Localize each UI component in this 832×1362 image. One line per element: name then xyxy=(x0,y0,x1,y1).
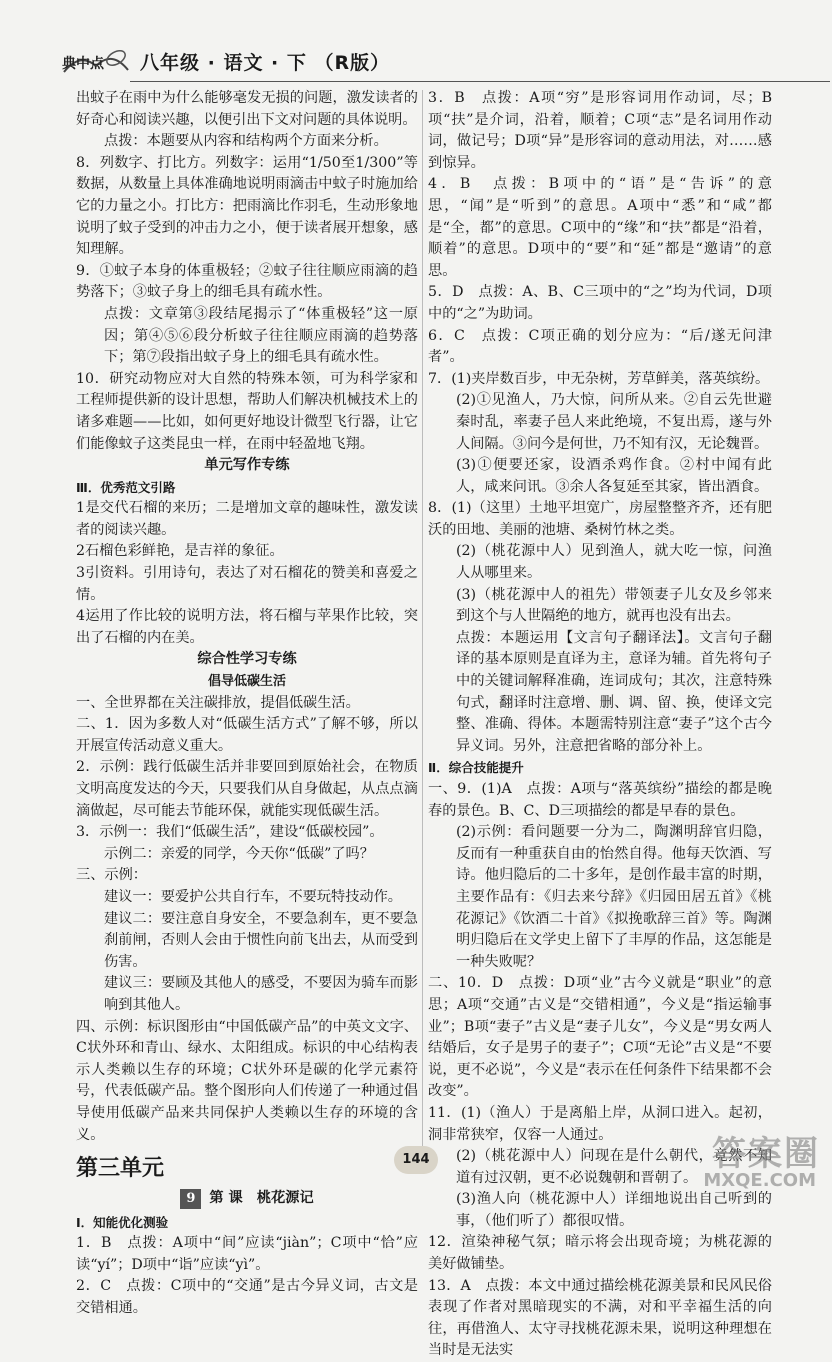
answer-1: 1．B 点拨：A项中“间”应读“jiàn”；C项中“恰”应读“yí”；D项中“诣”应读“yì”。 xyxy=(76,1235,418,1273)
answer: 四、示例：标识图形由“中国低碳产品”的中英文文字、C状外环和青山、绿水、太阳组成。标识的中心结构表示人类赖以生存的环境；C状外环是碳的化学元素符号，代表低碳产品。整个图形向人们传递了一种通过倡导使用低碳产品来共同保护人类赖以生存的环境的含义。 xyxy=(76,1018,418,1143)
section-title: 综合性学习专练 xyxy=(197,651,297,668)
answer-5: 5．D 点拨：A、B、C三项中的“之”均为代词，D项中的“之”为助词。 xyxy=(428,284,772,322)
list-item: 1是交代石榴的来历；二是增加文章的趣味性，激发读者的阅读兴趣。 xyxy=(76,500,418,538)
paragraph: 出蚊子在雨中为什么能够毫发无损的问题，激发读者的好奇心和阅读兴趣，以便引出下文对问题的具体说明。 xyxy=(76,90,418,128)
answer-8-2: (2)（桃花源中人）见到渔人，就大吃一惊，问渔人从哪里来。 xyxy=(456,543,772,582)
suggestion: 建议一：要爱护公共自行车，不要玩特技动作。 xyxy=(104,888,402,905)
note: 点拨：文章第③段结尾揭示了“体重极轻”这一原因；第④⑤⑥段分析蚊子往往顺应雨滴的趋势落下；第⑦段指出蚊子身上的细毛具有疏水性。 xyxy=(104,305,418,366)
list-item: 4运用了作比较的说明方法，将石榴与苹果作比较，突出了石榴的内在美。 xyxy=(76,608,418,646)
answer-12: 12．渲染神秘气氛；暗示将会出现奇境；为桃花源的美好做铺垫。 xyxy=(428,1234,772,1273)
suggestion: 建议二：要注意自身安全，不要急刹车，更不要急刹前闸，否则人会由于惯性向前飞出去，从而受到伤害。 xyxy=(104,910,418,970)
answer: 3．示例一：我们“低碳生活”，建设“低碳校园”。 xyxy=(76,824,384,841)
section-title: 单元写作专练 xyxy=(204,457,290,474)
page-header xyxy=(60,38,780,86)
watermark-line1: 答案圈 xyxy=(712,1134,820,1174)
left-column xyxy=(76,88,418,1320)
answer: 示例二：亲爱的同学，今天你“低碳”了吗？ xyxy=(104,845,374,862)
svg-text:典中点: 典中点 xyxy=(62,56,104,72)
lesson-number: 9 xyxy=(180,1189,201,1209)
note: 点拨：本题运用【文言句子翻译法】。文言句子翻译的基本原则是直译为主，意译为辅。首先将句子中的关键词解释准确，连词成句；其次，注意特殊句式，翻译时注意增、删、调、留、换，使译文完整、准确、得体。本题需特别注意“妻子”这个古今异义词。另外，注意把省略的部分补上。 xyxy=(456,629,772,754)
answer-10: 10．研究动物应对大自然的特殊本领，可为科学家和工程师提供新的设计思想，帮助人们解决机械技术上的诸多难题——比如，如何更好地设计微型飞行器，让它们能像蚊子这类昆虫一样，在雨中轻盈地飞翔。 xyxy=(76,370,418,452)
answer-8: 8．列数字、打比方。列数字：运用“1/50至1/300”等数据，从数量上具体准确地说明雨滴击中蚊子时施加给它的力量之小。打比方：把雨滴比作羽毛，生动形象地说明了蚊子受到的冲击力之小，便于读者展开想象，感知理解。 xyxy=(76,154,418,258)
watermark xyxy=(680,1118,830,1198)
answer-7-3: (3)①便要还家，设酒杀鸡作食。②村中闻有此人，咸来问讯。③余人各复延至其家，皆出酒食。 xyxy=(456,457,772,495)
unit-title: 第三单元 xyxy=(76,1156,165,1182)
book-logo-icon xyxy=(60,42,132,82)
column-divider xyxy=(422,90,423,1150)
list-item: 3引资料。引用诗句，表达了对石榴花的赞美和喜爱之情。 xyxy=(76,565,418,603)
answer: 2．示例：践行低碳生活并非要回到原始社会，在物质文明高度发达的今天，只要我们从自身做起，从点点滴滴做起，尽可能去节能环保，就能实现低碳生活。 xyxy=(76,759,418,819)
header-rule xyxy=(130,81,830,82)
answer-7: 7．(1)夹岸数百步，中无杂树，芳草鲜美，落英缤纷。 xyxy=(428,370,770,387)
answer-11-2: (2)（桃花源中人）问现在是什么朝代，竟然不知道有过汉朝，更不必说魏朝和晋朝了。 xyxy=(456,1148,772,1186)
answer-4: 4．B 点拨：B项中的“语”是“告诉”的意思，“闻”是“听到”的意思。A项中“悉”和“咸”都是“全，都”的意思。C项中的“缘”和“扶”都是“沿着，顺着”的意思。D项中的“要”和“延”都是“邀请”的意思。 xyxy=(428,176,772,279)
subsection-title: Ⅲ．优秀范文引路 xyxy=(76,479,176,495)
header-title: 八年级 · 语文 · 下 （R版） xyxy=(140,52,391,74)
suggestion: 建议三：要顾及其他人的感受，不要因为骑车而影响到其他人。 xyxy=(104,975,418,1013)
answer-6: 6．C 点拨：C项正确的划分应为：“后/遂无问津者”。 xyxy=(428,327,772,366)
lesson-title xyxy=(76,1188,418,1210)
answer-11-3: (3)渔人向（桃花源中人）详细地说出自己听到的事，（他们听了）都很叹惜。 xyxy=(456,1191,772,1229)
page-number: 144 xyxy=(394,1146,438,1174)
answer-2: 2．C 点拨：C项中的“交通”是古今异义词，古文是交错相通。 xyxy=(76,1278,418,1317)
list-item: 2石榴色彩鲜艳，是吉祥的象征。 xyxy=(76,543,284,560)
subsection-title: Ⅰ．知能优化测验 xyxy=(76,1214,169,1230)
answer-8: 8．(1)（这里）土地平坦宽广，房屋整整齐齐，还有肥沃的田地、美丽的池塘、桑树竹林之类。 xyxy=(428,500,772,538)
answer: 二、1．因为多数人对“低碳生活方式”了解不够，所以开展宣传活动意义重大。 xyxy=(76,716,418,754)
lesson-label: 第 课 桃花源记 xyxy=(209,1190,314,1207)
answer-10: 二、10．D 点拨：D项“业”古今义就是“职业”的意思；A项“交通”古义是“交错相通”，今义是“指运输事业”；B项“妻子”古义是“妻子儿女”，今义是“男女两人结婚后，女子是男子的妻子”；C项“无论”古义是“不要说，更不必说”，今义是“表示在任何条件下结果都不会改变”。 xyxy=(428,975,772,1100)
answer: 一、全世界都在关注碳排放，提倡低碳生活。 xyxy=(76,694,360,711)
answer: 三、示例： xyxy=(76,867,147,884)
answer-13: 13．A 点拨：本文中通过描绘桃花源美景和民风民俗表现了作者对黑暗现实的不满，对和平幸福生活的向往，再借渔人、太守寻找桃花源未果，说明这种理想在当时是无法实 xyxy=(428,1277,772,1359)
answer-8-3: (3)（桃花源中人的祖先）带领妻子儿女及乡邻来到这个与人世隔绝的地方，就再也没有出去。 xyxy=(456,586,772,625)
subsection-title: Ⅱ．综合技能提升 xyxy=(428,760,524,776)
answer-9-2: (2)示例：看问题要一分为二，陶渊明辞官归隐，反而有一种重获自由的怡然自得。他每天饮酒、写诗。他归隐后的二十多年，是创作最丰富的时期，主要作品有：《归去来兮辞》《归园田居五首》《桃花源记》《饮酒二十首》《拟挽歌辞三首》等。陶渊明归隐后在文学史上留下了丰厚的作品，这怎能是一种失败呢？ xyxy=(456,824,772,970)
answer-11: 11．(1)（渔人）于是离船上岸，从洞口进入。起初，洞非常狭窄，仅容一人通过。 xyxy=(428,1104,772,1143)
answer-7-2: (2)①见渔人，乃大惊，问所从来。②自云先世避秦时乱，率妻子邑人来此绝境，不复出焉，遂与外人间隔。③问今是何世，乃不知有汉，无论魏晋。 xyxy=(456,392,772,452)
subsection-title: 倡导低碳生活 xyxy=(207,674,286,690)
answer-9: 9．①蚊子本身的体重极轻；②蚊子往往顺应雨滴的趋势落下；③蚊子身上的细毛具有疏水性。 xyxy=(76,262,418,301)
answer-3: 3．B 点拨：A项“穷”是形容词用作动词，尽；B项“扶”是介词，沿着，顺着；C项“志”是名词用作动词，做记号；D项“异”是形容词的意动用法，对……感到惊异。 xyxy=(428,90,772,171)
note: 点拨：本题要从内容和结构两个方面来分析。 xyxy=(104,133,388,150)
answer-9: 一、9．(1)A 点拨：A项与“落英缤纷”描绘的都是晚春的景色。B、C、D三项描绘的都是早春的景色。 xyxy=(428,781,772,819)
watermark-line2: MXQE.COM xyxy=(703,1170,816,1191)
